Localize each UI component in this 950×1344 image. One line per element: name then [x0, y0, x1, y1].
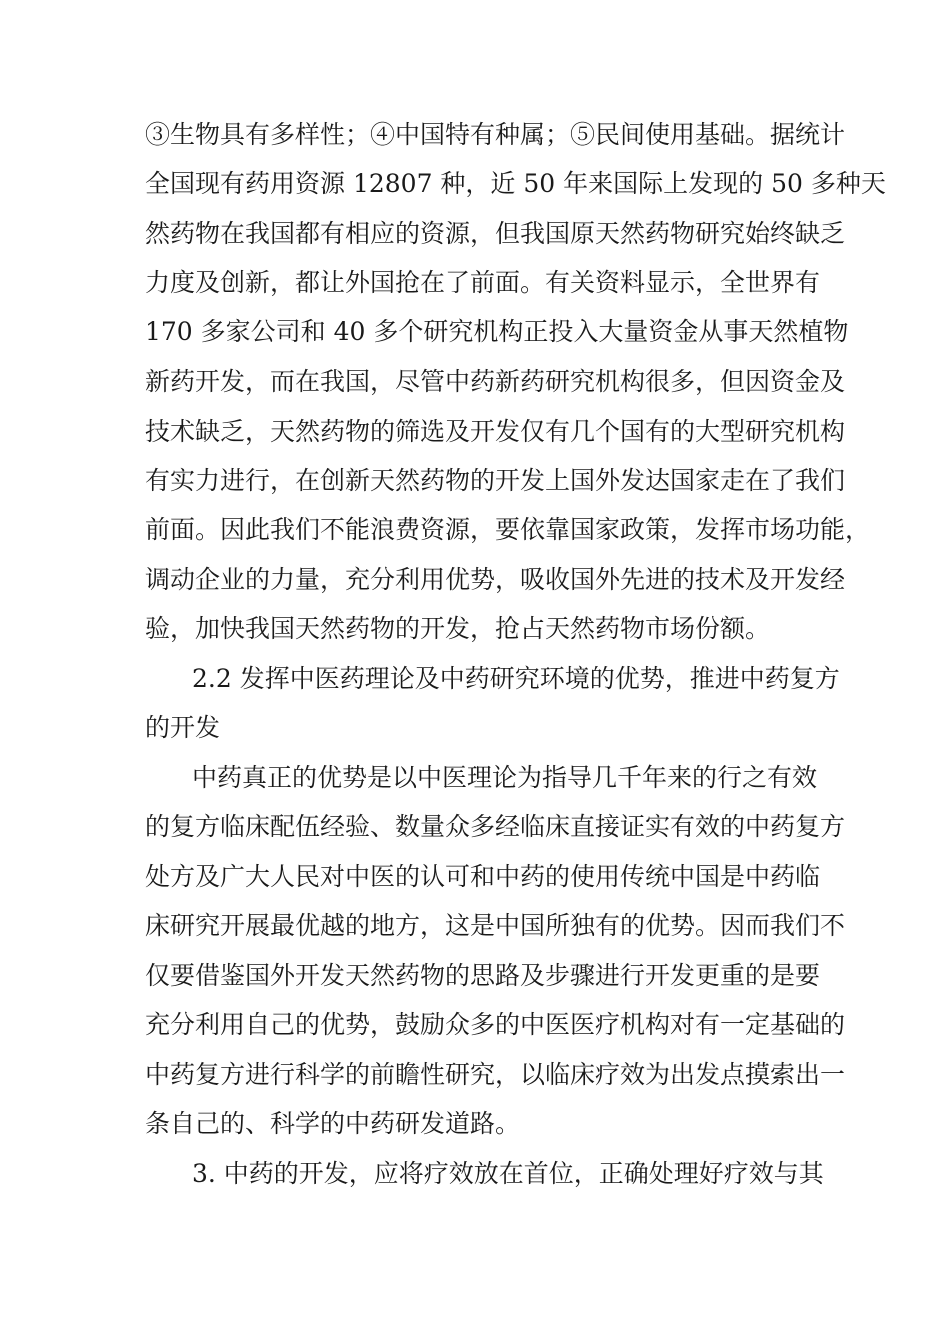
text-line: 中药复方进行科学的前瞻性研究，以临床疗效为出发点摸索出一 — [145, 1060, 846, 1089]
text-line: 前面。因此我们不能浪费资源，要依靠国家政策，发挥市场功能， — [145, 515, 871, 544]
section-heading: 2.2 发挥中医药理论及中药研究环境的优势，推进中药复方 — [192, 664, 840, 693]
text-line: 170 多家公司和 40 多个研究机构正投入大量资金从事天然植物 — [145, 317, 849, 346]
text-line: 充分利用自己的优势，鼓励众多的中医医疗机构对有一定基础的 — [145, 1010, 846, 1039]
section-heading-continuation: 的开发 — [145, 713, 221, 742]
text-line: 验，加快我国天然药物的开发，抢占天然药物市场份额。 — [145, 614, 771, 643]
text-line: 力度及创新，都让外国抢在了前面。有关资料显示，全世界有 — [145, 268, 821, 297]
text-line: 有实力进行，在创新天然药物的开发上国外发达国家走在了我们 — [145, 466, 846, 495]
text-line: 条自己的、科学的中药研发道路。 — [145, 1109, 521, 1138]
text-line: 然药物在我国都有相应的资源，但我国原天然药物研究始终缺乏 — [145, 219, 846, 248]
text-line: 中药真正的优势是以中医理论为指导几千年来的行之有效 — [192, 763, 818, 792]
text-line: 床研究开展最优越的地方，这是中国所独有的优势。因而我们不 — [145, 911, 846, 940]
text-line: 仅要借鉴国外开发天然药物的思路及步骤进行开发更重的是要 — [145, 961, 821, 990]
text-line: 调动企业的力量，充分利用优势，吸收国外先进的技术及开发经 — [145, 565, 846, 594]
text-line: ③生物具有多样性；④中国特有种属；⑤民间使用基础。据统计 — [145, 120, 846, 149]
text-line: 处方及广大人民对中医的认可和中药的使用传统中国是中药临 — [145, 862, 821, 891]
text-line: 新药开发，而在我国，尽管中药新药研究机构很多，但因资金及 — [145, 367, 846, 396]
text-line: 技术缺乏，天然药物的筛选及开发仅有几个国有的大型研究机构 — [145, 417, 846, 446]
text-line: 的复方临床配伍经验、数量众多经临床直接证实有效的中药复方 — [145, 812, 846, 841]
section-heading: 3. 中药的开发，应将疗效放在首位，正确处理好疗效与其 — [192, 1159, 824, 1188]
text-line: 全国现有药用资源 12807 种，近 50 年来国际上发现的 50 多种天 — [145, 169, 886, 198]
